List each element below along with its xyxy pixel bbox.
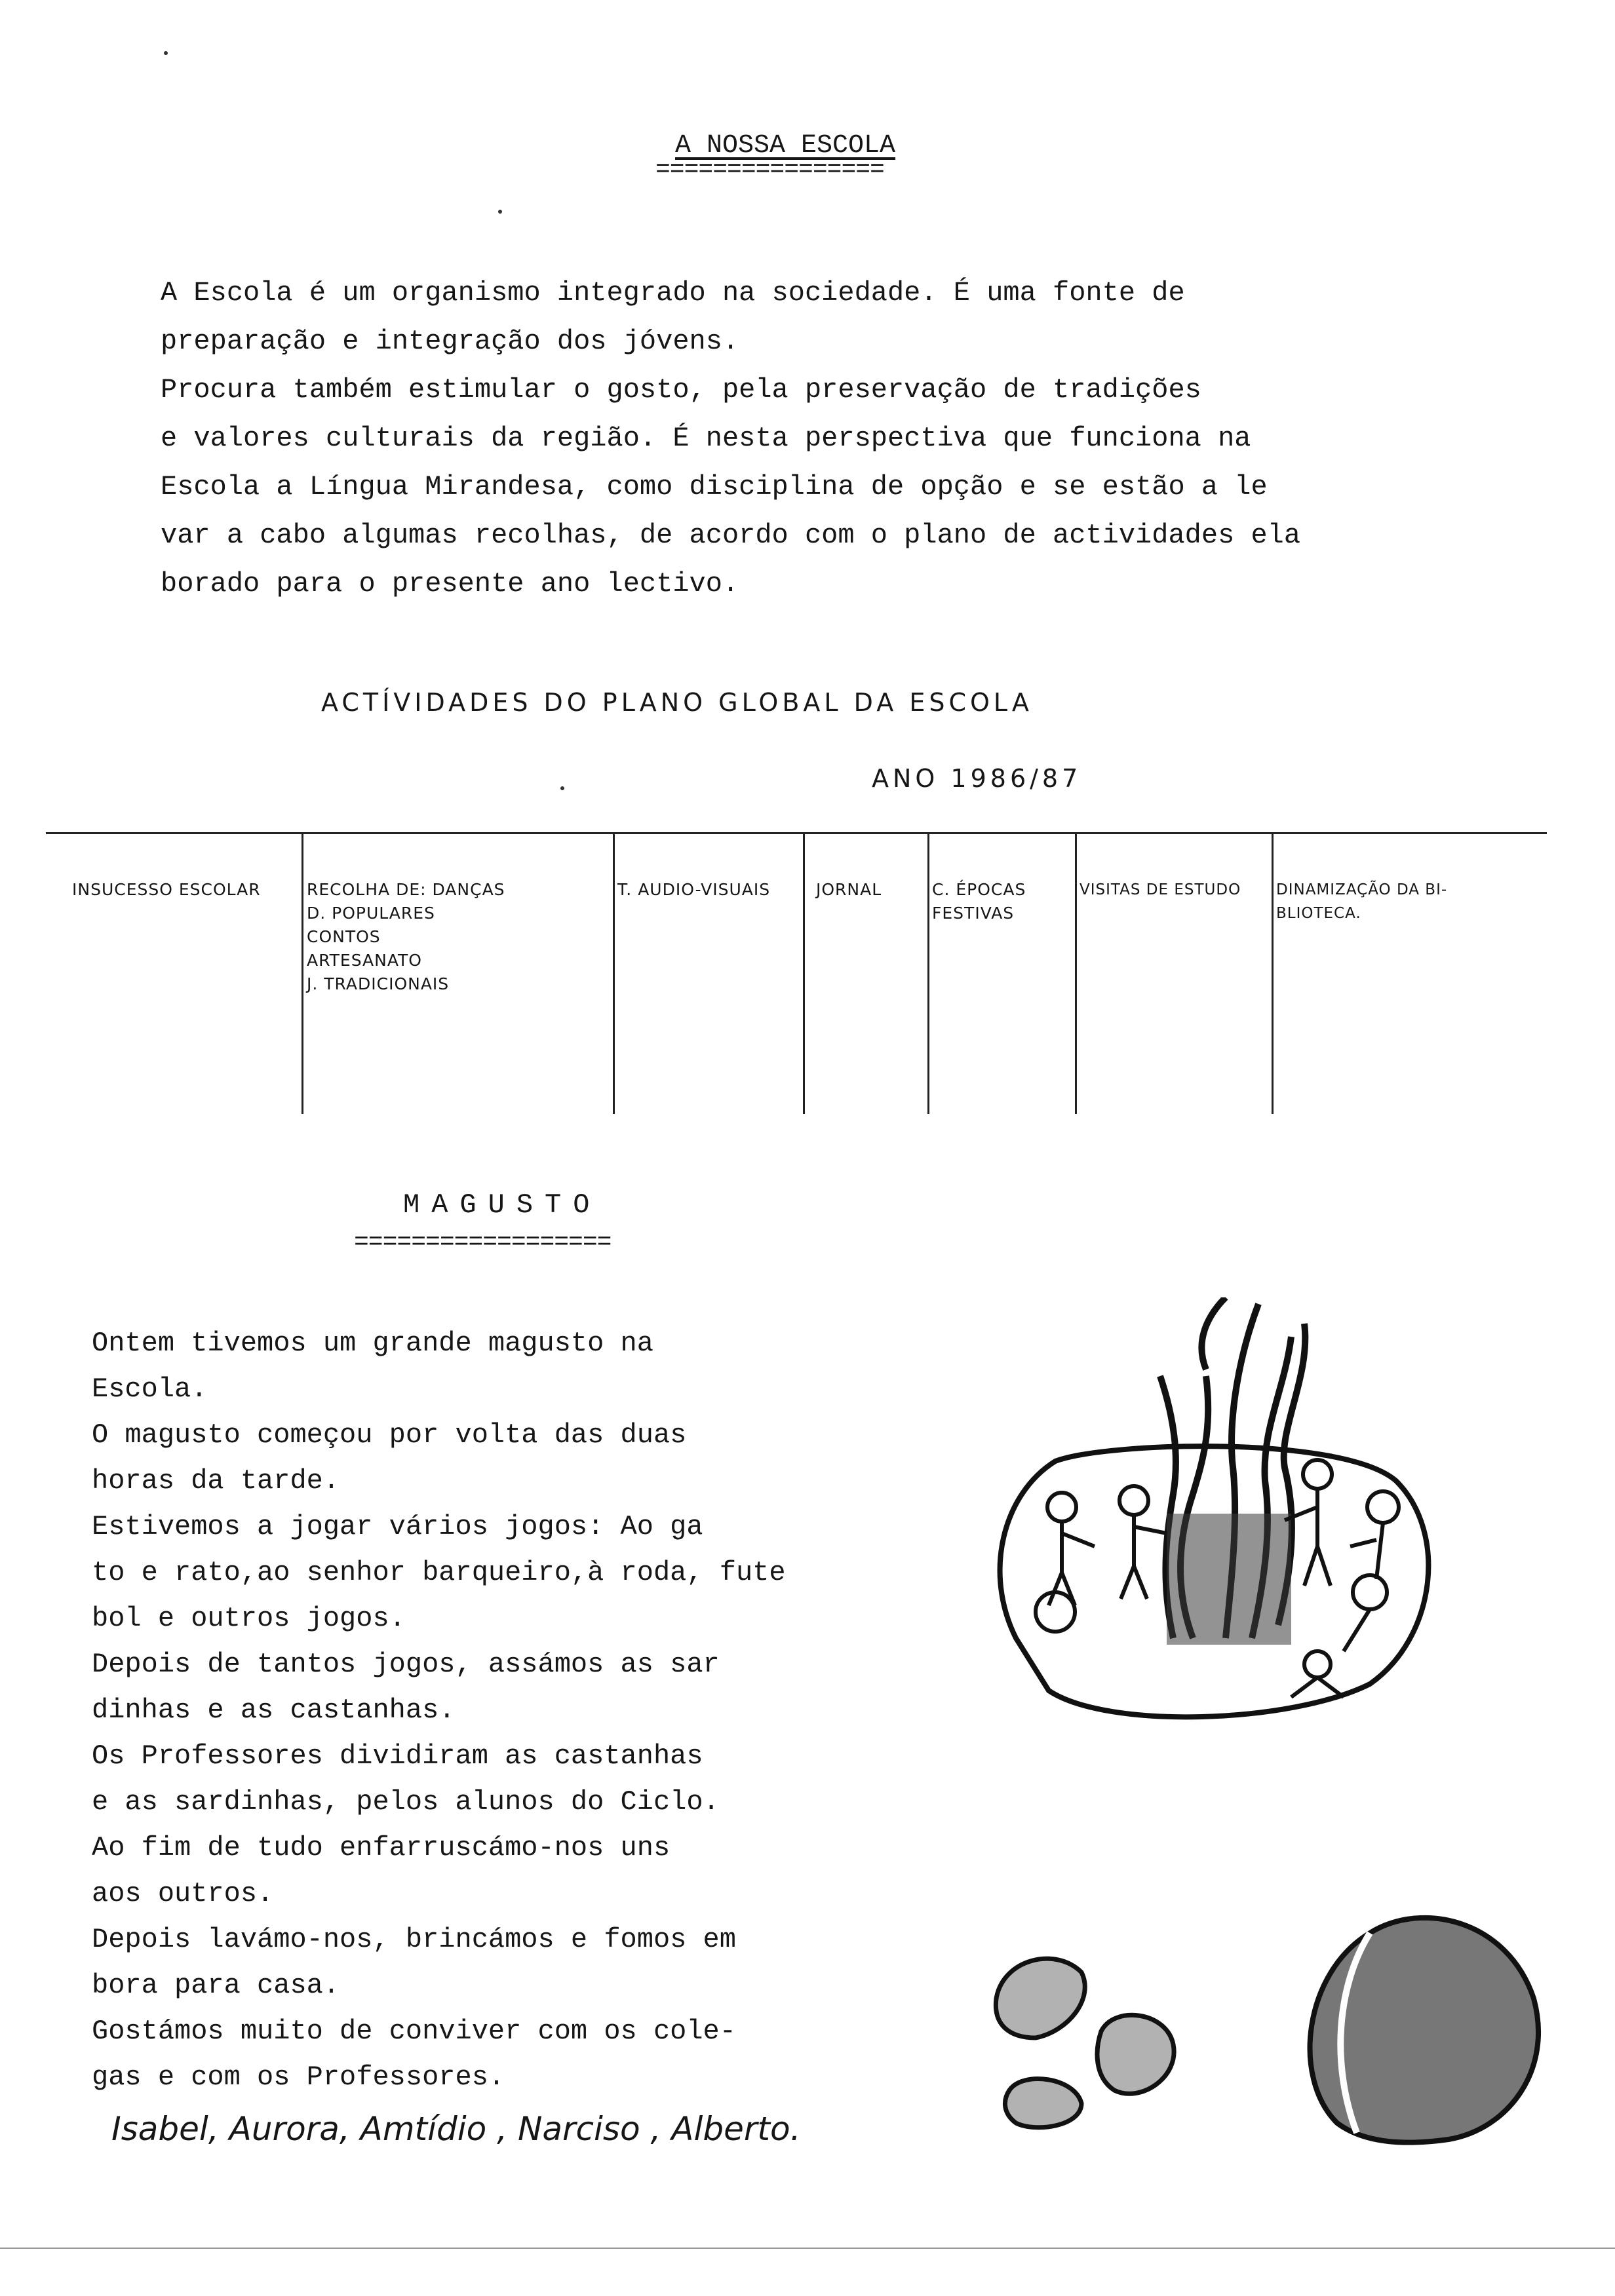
story-line: Depois de tantos jogos, assámos as sar	[92, 1649, 720, 1680]
story-line: Escola.	[92, 1373, 208, 1405]
title-underline: ================	[655, 156, 884, 184]
intro-line: preparação e integração dos jóvens.	[161, 326, 739, 357]
story-line: Depois lavámo-nos, brincámos e fomos em	[92, 1924, 736, 1955]
story-line: O magusto começou por volta das duas	[92, 1419, 687, 1451]
story-line: to e rato,ao senhor barqueiro,à roda, fute	[92, 1557, 786, 1588]
table-top-rule	[46, 832, 1547, 834]
table-cell-jornal: JORNAL	[816, 880, 882, 899]
column-divider	[1272, 832, 1274, 1114]
signature-names: Isabel, Aurora, Amtídio , Narciso , Alberto.	[111, 2110, 801, 2148]
story-line: horas da tarde.	[92, 1465, 340, 1497]
story-line: gas e com os Professores.	[92, 2061, 505, 2093]
scan-speck	[498, 210, 502, 214]
table-cell-biblioteca: DINAMIZAÇÃO DA BI- BLIOTECA.	[1276, 881, 1448, 922]
intro-line: e valores culturais da região. É nesta perspectiva que funciona na	[161, 423, 1251, 454]
intro-line: Procura também estimular o gosto, pela preservação de tradições	[161, 374, 1201, 406]
plan-title: ACTÍVIDADES DO PLANO GLOBAL DA ESCOLA	[321, 688, 1033, 717]
story-line: e as sardinhas, pelos alunos do Ciclo.	[92, 1786, 720, 1818]
scan-speck	[560, 786, 564, 790]
column-divider	[803, 832, 805, 1114]
table-cell-visitas: VISITAS DE ESTUDO	[1080, 881, 1241, 898]
page-bottom-rule	[0, 2248, 1615, 2249]
scan-speck	[164, 51, 168, 55]
story-line: Ontem tivemos um grande magusto na	[92, 1328, 653, 1359]
page-title: A NOSSA ESCOLA	[675, 131, 896, 161]
intro-line: A Escola é um organismo integrado na sociedade. É uma fonte de	[161, 277, 1185, 309]
column-divider	[613, 832, 615, 1114]
bonfire-drawing	[977, 1297, 1449, 1730]
column-divider	[1075, 832, 1077, 1114]
story-line: bora para casa.	[92, 1970, 340, 2001]
story-line: dinhas e as castanhas.	[92, 1694, 456, 1726]
table-cell-audiovisuais: T. AUDIO-VISUAIS	[617, 880, 771, 899]
section-underline: ==================	[354, 1229, 612, 1257]
story-line: Ao fim de tudo enfarruscámo-nos uns	[92, 1832, 671, 1864]
intro-line: var a cabo algumas recolhas, de acordo com o plano de actividades ela	[161, 520, 1301, 551]
column-divider	[927, 832, 929, 1114]
column-divider	[302, 832, 303, 1114]
chestnuts-drawing	[983, 1940, 1239, 2136]
intro-line: borado para o presente ano lectivo.	[161, 568, 739, 600]
table-cell-recolha: RECOLHA DE: DANÇAS D. POPULARES CONTOS ARTESANATO J. TRADICIONAIS	[307, 880, 505, 993]
story-line: aos outros.	[92, 1878, 274, 1909]
activities-table	[46, 832, 1547, 1114]
plan-year: ANO 1986/87	[872, 764, 1082, 793]
table-cell-epocas: C. ÉPOCAS FESTIVAS	[932, 880, 1026, 923]
intro-line: Escola a Língua Mirandesa, como disciplina de opção e se estão a le	[161, 471, 1268, 503]
story-line: Estivemos a jogar vários jogos: Ao ga	[92, 1511, 703, 1542]
section-title: MAGUSTO	[403, 1189, 602, 1221]
table-cell-insucesso: INSUCESSO ESCOLAR	[72, 880, 261, 899]
story-line: Gostámos muito de conviver com os cole-	[92, 2016, 736, 2047]
story-line: bol e outros jogos.	[92, 1603, 406, 1634]
chestnut-large-drawing	[1298, 1907, 1547, 2149]
story-line: Os Professores dividiram as castanhas	[92, 1740, 703, 1772]
